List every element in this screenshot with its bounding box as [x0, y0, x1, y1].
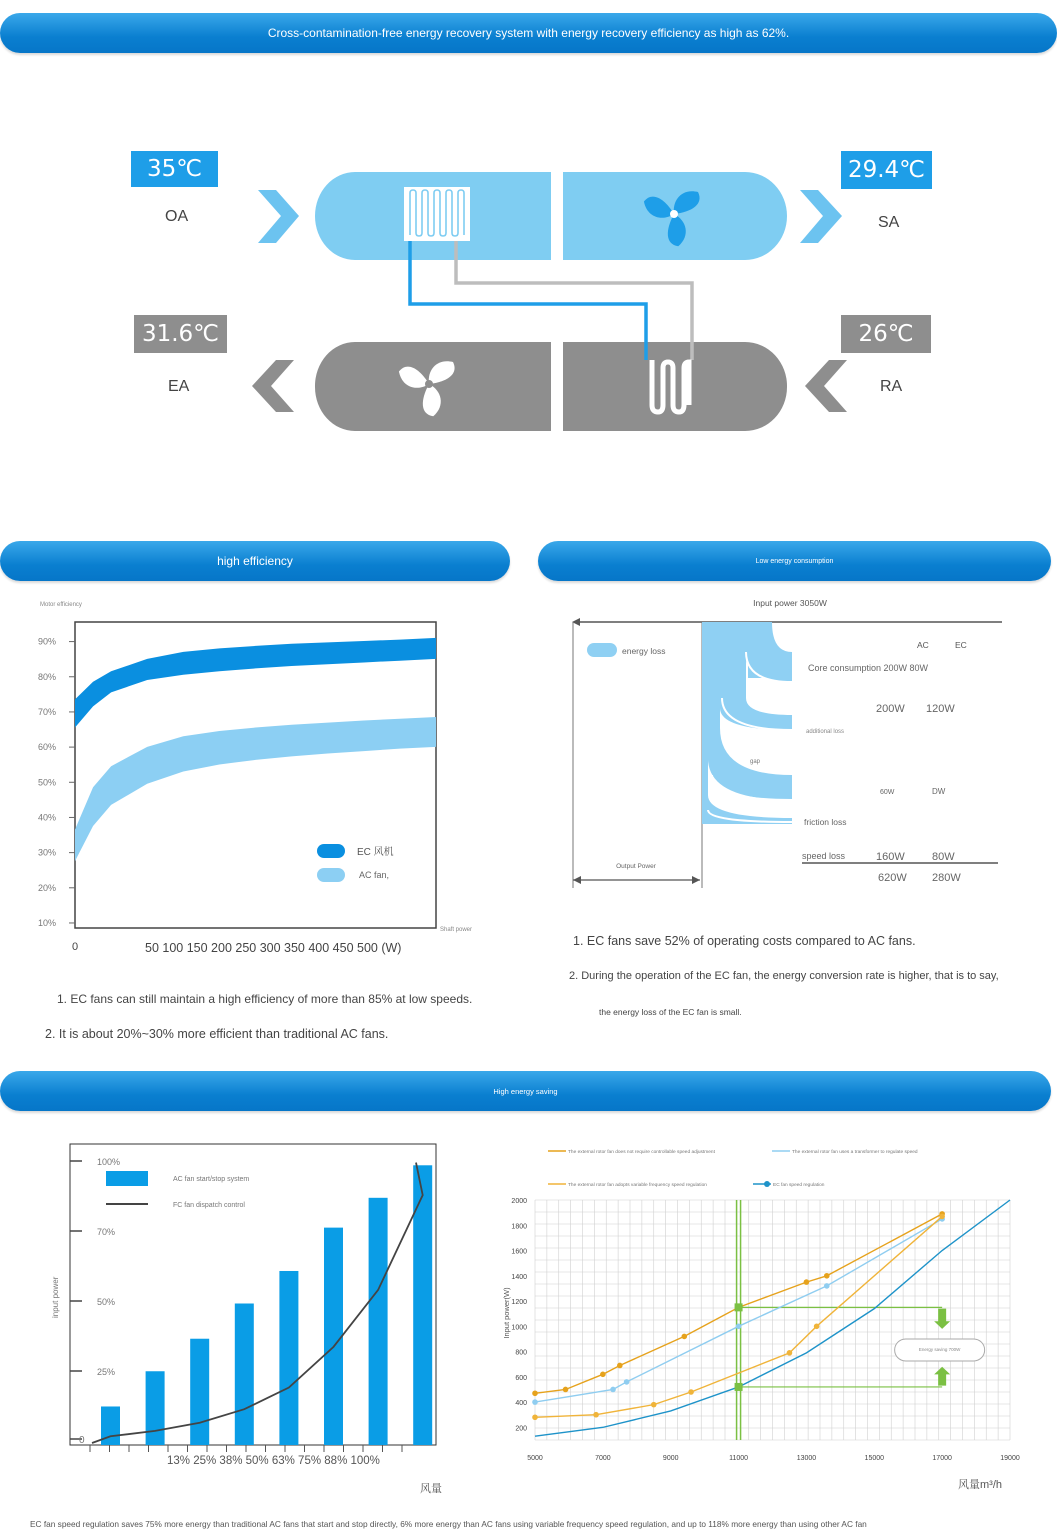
y-tick-label: 10% [38, 917, 57, 928]
speed-loss-label: speed loss [802, 851, 846, 861]
series-point-2 [688, 1389, 694, 1395]
marker-bottom [735, 1383, 743, 1391]
x-tick-label: 5000 [527, 1455, 543, 1462]
y-tick-label: 400 [515, 1400, 527, 1408]
row3-ec: 80W [932, 851, 955, 863]
series-point-2 [532, 1414, 538, 1420]
row4-ec: 280W [932, 872, 961, 884]
series-point-1 [532, 1399, 538, 1405]
row2-ec: DW [932, 787, 946, 796]
input-power-label: Input power 3050W [753, 598, 827, 608]
bar-chart [0, 1130, 470, 1500]
marker-top [735, 1303, 743, 1311]
energy-loss-legend: energy loss [622, 646, 666, 656]
arrow-up-icon [934, 1367, 950, 1386]
banner-left-text: high efficiency [217, 554, 293, 568]
y-tick-label: 70% [97, 1227, 116, 1237]
series-point-1 [824, 1283, 830, 1289]
col-ec-label: EC [955, 640, 967, 650]
y-tick-label: 0 [79, 1435, 85, 1446]
output-power-label: Output Power [616, 863, 656, 870]
series-point-1 [610, 1387, 616, 1393]
legend-label-3: EC fan speed regulation [773, 1183, 825, 1188]
series-point-0 [681, 1334, 687, 1340]
x-tick-label: 15000 [864, 1455, 885, 1462]
y-tick-label: 80% [38, 671, 57, 682]
y-tick-label: 20% [38, 882, 57, 893]
series-point-2 [593, 1412, 599, 1418]
oa-arrow-icon [258, 190, 299, 243]
series-band-1 [75, 717, 436, 861]
ra-label: RA [880, 378, 903, 395]
oa-temp: 35℃ [146, 156, 203, 182]
legend-label-1: The external rotor fan uses a transformer to regulate speed [792, 1150, 918, 1155]
ea-arrow-icon [252, 360, 294, 412]
x-tick-label: 11000 [729, 1455, 749, 1462]
y-tick-label: 2000 [511, 1198, 527, 1205]
y-tick-label: 25% [97, 1367, 116, 1377]
y-tick-label: 40% [38, 812, 57, 823]
exhaust-duct-left [315, 342, 551, 431]
x-tick-labels: 13% 25% 38% 50% 63% 75% 88% 100% [167, 1455, 380, 1467]
y-tick-label: 60% [38, 742, 57, 753]
bar-38% [190, 1339, 209, 1445]
legend-point-3 [764, 1181, 770, 1187]
gap-label: gap [750, 759, 761, 765]
x-tick-label: 17000 [932, 1455, 952, 1462]
x-tick-label: 7000 [595, 1455, 611, 1462]
y-tick-label: 1000 [511, 1324, 527, 1332]
y-tick-label: 1200 [511, 1299, 527, 1307]
y-tick-label: 50% [97, 1297, 116, 1307]
x-axis-title: Shaft power [440, 927, 473, 933]
series-point-2 [651, 1402, 657, 1408]
bar-25% [146, 1371, 165, 1445]
y-tick-label: 200 [515, 1425, 527, 1433]
y-tick-label: 1800 [511, 1223, 527, 1231]
legend-swatch-ec [317, 844, 345, 858]
y-tick-label: 30% [38, 847, 57, 858]
x-tick-zero: 0 [72, 941, 79, 953]
diagram-graphics [0, 0, 1057, 470]
x-tick-label: 19000 [1000, 1455, 1020, 1462]
legend-label-ac: AC fan, [359, 870, 390, 880]
col-ac-label: AC [917, 640, 929, 650]
series-point-0 [824, 1273, 830, 1279]
series-point-2 [814, 1324, 820, 1330]
series-point-1 [624, 1379, 630, 1385]
y-axis-title: Input power(W) [502, 1287, 511, 1339]
y-tick-label: 90% [38, 636, 57, 647]
series-point-2 [939, 1214, 945, 1220]
series-band-0 [75, 638, 436, 728]
y-tick-label: 600 [515, 1374, 527, 1382]
banner-low-consumption [538, 541, 1051, 581]
x-axis-title: 风量m³/h [958, 1479, 1002, 1491]
series-point-1 [736, 1324, 742, 1330]
ea-temp: 31.6℃ [141, 321, 220, 347]
heat-exchanger-box [404, 187, 470, 241]
sa-label: SA [878, 214, 900, 231]
oa-label: OA [165, 208, 189, 225]
additional-loss-label: additional loss [806, 729, 845, 735]
banner-high-efficiency [0, 541, 510, 581]
x-tick-label: 9000 [662, 1455, 679, 1462]
bar-50% [235, 1304, 254, 1446]
legend-label-fc: FC fan dispatch control [173, 1202, 245, 1209]
banner-top-text: Cross-contamination-free energy recovery system with energy recovery efficiency as high as 62%. [267, 26, 790, 40]
annotation-label: Energy saving 700W [918, 1346, 961, 1352]
banner-high-energy-saving [0, 1071, 1051, 1111]
series-point-2 [787, 1350, 793, 1356]
consumption-note-3: the energy loss of the EC fan is small. [599, 1007, 742, 1017]
legend-label-ec: EC 风机 [357, 847, 394, 858]
sa-temp: 29.4℃ [847, 157, 926, 183]
y-tick-label: 800 [515, 1349, 527, 1357]
bar-88% [369, 1198, 388, 1445]
legend-swatch-ac [317, 868, 345, 882]
energy-loss-legend-swatch [587, 643, 617, 657]
x-tick-label: 13000 [796, 1455, 817, 1462]
ra-arrow-icon [805, 360, 847, 412]
y-tick-label: 50% [38, 777, 57, 788]
x-tick-labels: 50 100 150 200 250 300 350 400 450 500 (W) [145, 941, 402, 955]
efficiency-note-2: 2. It is about 20%~30% more efficient than traditional AC fans. [45, 1027, 389, 1041]
consumption-note-1: 1. EC fans save 52% of operating costs compared to AC fans. [573, 934, 916, 948]
y-tick-label: 1400 [511, 1273, 527, 1281]
arrow-down-icon [934, 1309, 950, 1329]
y-tick-label: 1600 [511, 1248, 527, 1256]
consumption-note-2: 2. During the operation of the EC fan, the energy conversion rate is higher, that is to say, [569, 970, 999, 982]
legend-label-ac: AC fan start/stop system [173, 1176, 250, 1183]
output-arrow-left-icon [573, 876, 581, 884]
banner-right-text: Low energy consumption [755, 557, 834, 565]
series-point-0 [532, 1390, 538, 1396]
footer-note: EC fan speed regulation saves 75% more energy than traditional AC fans that start and stop directly, 6% more energy than AC fans using variable frequency speed regulation, and up to 118% more energy than using other AC fan [30, 1519, 867, 1529]
consumption-chart [560, 590, 1020, 900]
row1-ec: 120W [926, 703, 955, 715]
y-tick-label: 100% [97, 1157, 121, 1167]
ea-label: EA [168, 378, 190, 395]
x-axis-title: 风量 [420, 1483, 442, 1495]
sa-arrow-icon [800, 190, 842, 243]
core-consumption-label: Core consumption 200W 80W [808, 663, 929, 673]
bar-75% [324, 1228, 343, 1445]
row4-ac: 620W [878, 872, 907, 884]
series-point-0 [617, 1363, 623, 1369]
y-axis-title: Motor efficiency [40, 602, 82, 608]
output-arrow-right-icon [692, 876, 700, 884]
row1-ac: 200W [876, 703, 905, 715]
ra-temp: 26℃ [858, 321, 914, 347]
row2-ac: 60W [880, 789, 895, 796]
friction-loss-label: friction loss [804, 817, 847, 827]
bar-63% [279, 1271, 298, 1445]
efficiency-chart [0, 590, 520, 960]
legend-label-0: The external rotor fan does not require controllable speed adjustment [568, 1150, 715, 1155]
efficiency-note-1: 1. EC fans can still maintain a high efficiency of more than 85% at low speeds. [57, 992, 473, 1006]
series-point-0 [600, 1372, 606, 1378]
y-tick-label: 70% [38, 706, 57, 717]
line-chart [490, 1138, 1057, 1496]
row3-ac: 160W [876, 851, 905, 863]
legend-label-2: The external rotor fan adopts variable frequency speed regulation [568, 1183, 707, 1188]
series-point-0 [563, 1387, 569, 1393]
banner-middle-text: High energy saving [493, 1086, 558, 1096]
y-axis-title: input power [51, 1276, 60, 1318]
series-point-0 [804, 1279, 810, 1285]
legend-swatch-ac [106, 1171, 148, 1186]
